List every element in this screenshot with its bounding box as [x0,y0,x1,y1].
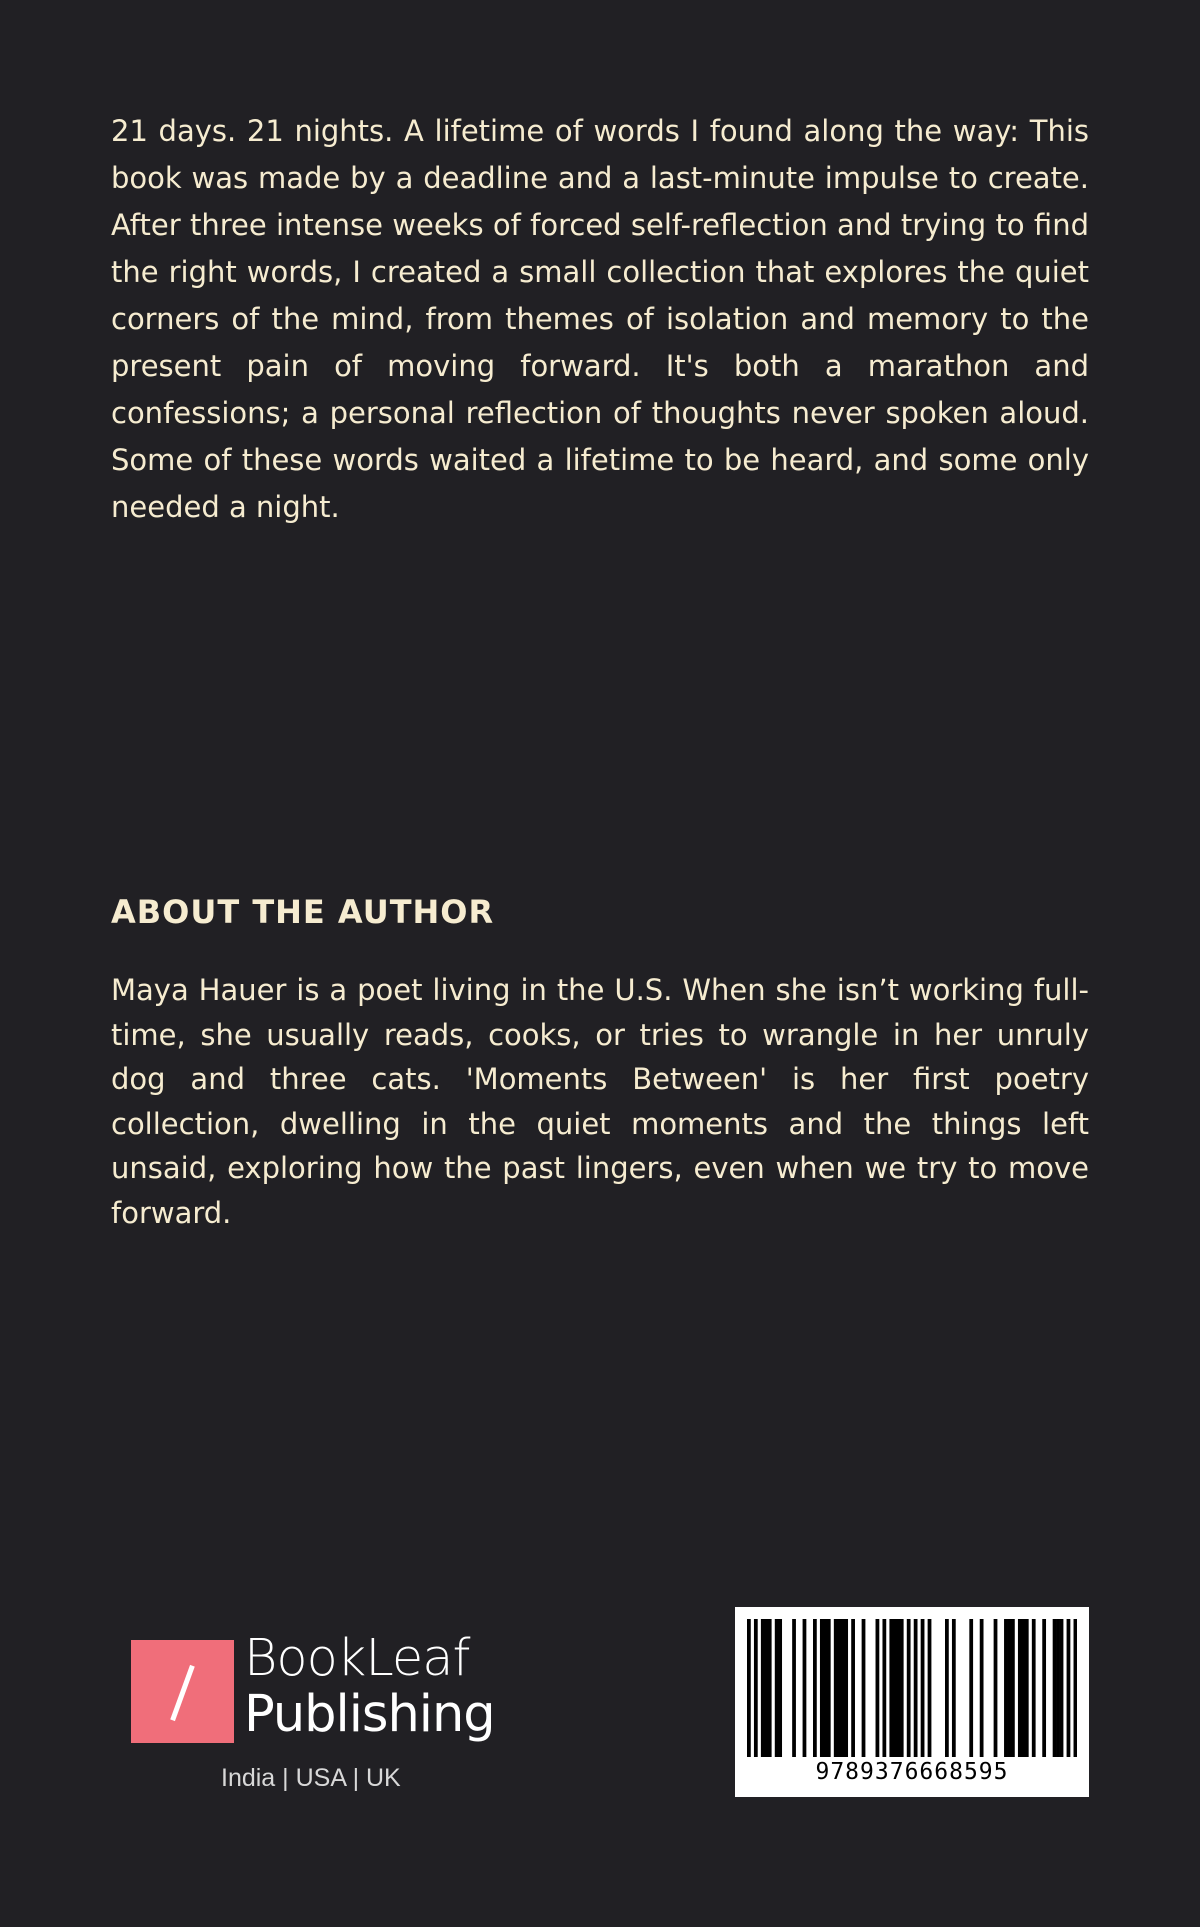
publisher-regions: India | USA | UK [221,1764,401,1792]
isbn-number: 9789376668595 [815,1759,1009,1785]
barcode-bar [823,1619,827,1757]
barcode-bar [928,1619,932,1757]
author-bio: Maya Hauer is a poet living in the U.S. When she isn’t working full-time, she usually reads, cooks, or tries to wrangle in her unruly dog and three cats. 'Moments Between' is her first poetry collection, dwelling in the quiet moments and the things left unsaid, exploring how the past lingers, even when we try to move forward. [111,973,1089,1230]
barcode-bar [841,1619,845,1757]
barcode-bar [969,1619,973,1757]
barcode-bar [764,1619,768,1757]
barcode-bar [907,1619,911,1757]
barcode-bar [837,1619,841,1757]
barcode-bar [994,1619,998,1757]
barcode-bar [882,1619,886,1757]
barcode-bar [876,1619,880,1757]
barcode-bar [1074,1619,1077,1757]
barcode-bar [952,1619,956,1757]
barcode-bar [1032,1619,1036,1757]
barcode-bar [1018,1619,1022,1757]
barcode-bar [813,1619,817,1757]
publisher-logo [131,1629,511,1797]
barcode-bar [921,1619,925,1757]
barcode-bar [768,1619,772,1757]
barcode-bar [980,1619,984,1757]
isbn-barcode [735,1607,1089,1797]
barcode-bar [862,1619,866,1757]
barcode-bar [889,1619,893,1757]
barcode-bar [900,1619,904,1757]
publisher-name-line2: Publishing [244,1685,495,1744]
barcode-bar [1056,1619,1060,1757]
barcode-bar [851,1619,855,1757]
barcode-bar [893,1619,897,1757]
barcode-bar [1067,1619,1071,1757]
barcode-bar [1060,1619,1064,1757]
publisher-name-line1: BookLeaf [244,1629,470,1688]
barcode-bar [761,1619,765,1757]
barcode-bar [775,1619,779,1757]
barcode-bar [1004,1619,1008,1757]
about-author-heading: ABOUT THE AUTHOR [111,893,495,931]
publisher-slash-icon [131,1640,234,1743]
barcode-bar [914,1619,918,1757]
barcode-bar [754,1619,758,1757]
barcode-bar [945,1619,949,1757]
barcode-bar [834,1619,838,1757]
barcode-bar [896,1619,900,1757]
barcode-bar [827,1619,831,1757]
barcode-bar [1021,1619,1025,1757]
barcode-bar [844,1619,848,1757]
barcode-bar [778,1619,782,1757]
barcode-bar [1008,1619,1012,1757]
barcode-bars [747,1619,1077,1757]
barcode-bar [1053,1619,1057,1757]
barcode-bar [803,1619,807,1757]
book-blurb: 21 days. 21 nights. A lifetime of words I found along the way: This book was made by a deadline and a last-minute impulse to create. After three intense weeks of forced self-reflection and trying to find the right words, I created a small collection that explores the quiet corners of the mind, from themes of isolation and memory to the present pain of moving forward. It's both a marathon and confessions; a personal reflection of thoughts never spoken aloud. Some of these words waited a lifetime to be heard, and some only needed a night. [111,114,1089,524]
barcode-bar [1042,1619,1046,1757]
barcode-bar [792,1619,796,1757]
barcode-bar [1025,1619,1029,1757]
barcode-bar [747,1619,751,1757]
barcode-bar [1011,1619,1015,1757]
barcode-bar [820,1619,824,1757]
